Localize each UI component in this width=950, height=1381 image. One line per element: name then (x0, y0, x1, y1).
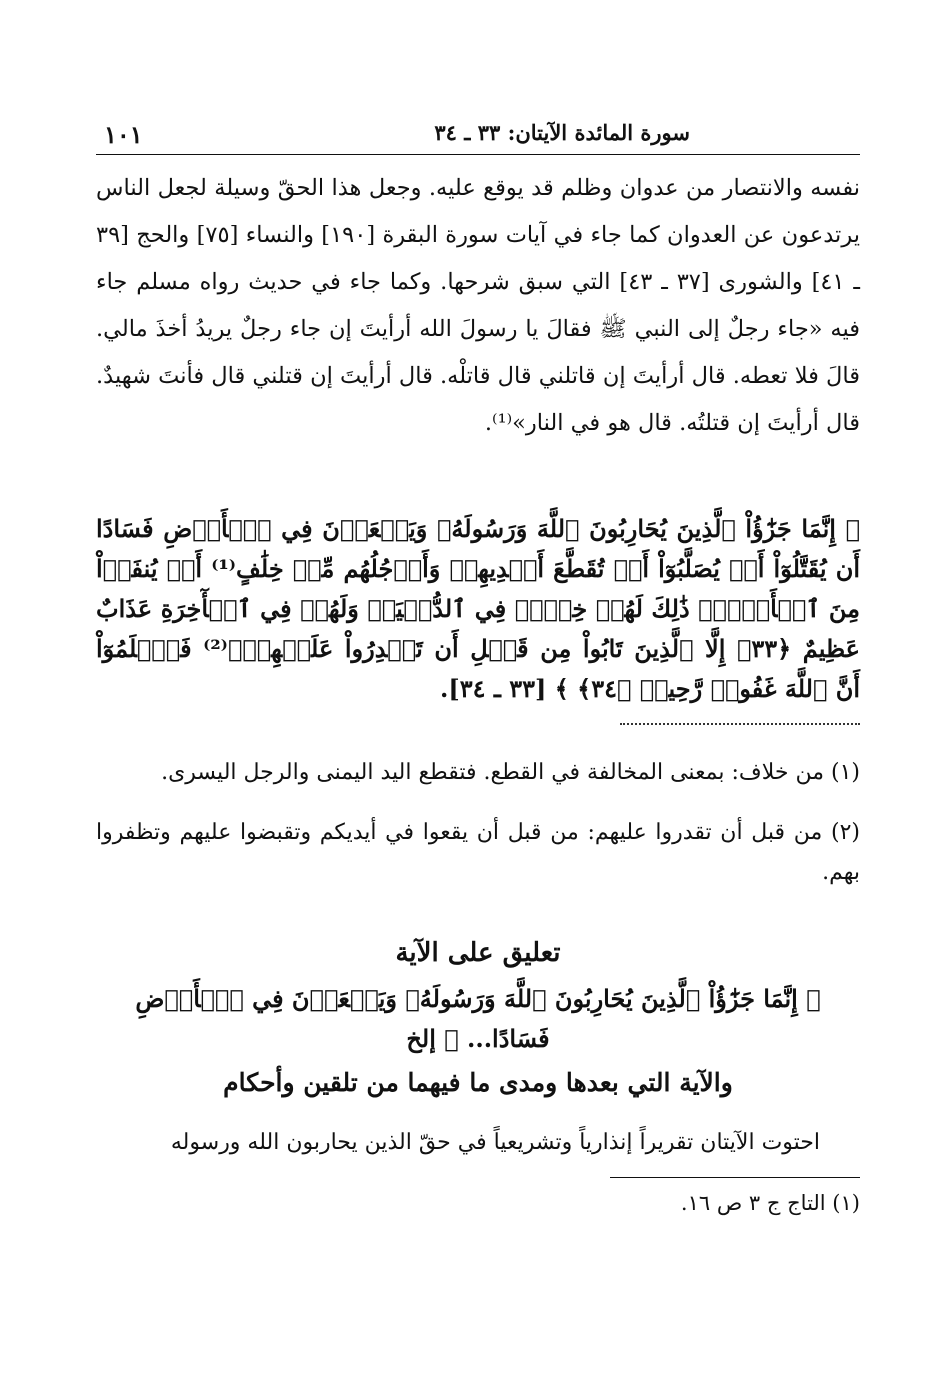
closing-paragraph: احتوت الآيتان تقريراً إنذارياً وتشريعياً في حقّ الذين يحاربون الله ورسوله (170, 1130, 820, 1155)
page-number: ١٠١ (104, 120, 143, 149)
book-page (96, 110, 860, 1220)
footnote-divider (610, 1177, 860, 1178)
dotted-separator (620, 723, 860, 725)
section-verse: ﴿ إِنَّمَا جَزَٰٓؤُاْ ٱلَّذِينَ يُحَارِبُونَ ٱللَّهَ وَرَسُولَهُۥ وَيَسۡعَوۡنَ فِي ٱلۡأَرۡضِ فَسَادًا... ﴾ إلخ (135, 984, 821, 1053)
verse-note-2: (٢) من قبل أن تقدروا عليهم: من قبل أن يقعوا في أيديكم وتقبضوا عليهم وتظفروا بهم. (96, 820, 860, 885)
running-title: سورة المائدة الآيتان: ٣٣ ـ ٣٤ (434, 120, 690, 145)
footnote: (١) التاج ج ٣ ص ١٦. (680, 1191, 860, 1215)
section-subtitle: والآية التي بعدها ومدى ما فيهما من تلقين وأحكام (223, 1068, 733, 1097)
page-header (96, 110, 860, 155)
quran-verse-block: ﴿ إِنَّمَا جَزَٰٓؤُاْ ٱلَّذِينَ يُحَارِبُونَ ٱللَّهَ وَرَسُولَهُۥ وَيَسۡعَوۡنَ فِي ٱلۡأَرۡضِ فَسَادًا أَن يُقَتَّلُوٓاْ أَوۡ يُصَلَّبُوٓاْ أَوۡ تُقَطَّعَ أَيۡدِيهِمۡ وَأَرۡجُلُهُم مِّنۡ خِلَٰفٍ⁽¹⁾ أَوۡ يُنفَوۡاْ مِنَ ٱلۡأَرۡضِۚ ذَٰلِكَ لَهُمۡ خِزۡيٞ فِي ٱلدُّنۡيَاۖ وَلَهُمۡ فِي ٱلۡأٓخِرَةِ عَذَابٌ عَظِيمٌ ﴿٣٣﴾ إِلَّا ٱلَّذِينَ تَابُواْ مِن قَبۡلِ أَن تَقۡدِرُواْ عَلَيۡهِمۡۖ⁽²⁾ فَٱعۡلَمُوٓاْ أَنَّ ٱللَّهَ غَفُورٞ رَّحِيمٞ ﴿٣٤﴾ ﴾ [٣٣ ـ ٣٤]. (96, 514, 861, 703)
section-title: تعليق على الآية (395, 938, 561, 968)
body-paragraph: نفسه والانتصار من عدوان وظلم قد يوقع عليه. وجعل هذا الحقّ وسيلة لجعل الناس يرتدعون عن العدوان كما جاء في آيات سورة البقرة [١٩٠] والنساء [٧٥] والحج [٣٩ ـ ٤١] والشورى [٣٧ ـ ٤٣] التي سبق شرحها. وكما جاء في حديث رواه مسلم جاء فيه «جاء رجلٌ إلى النبي ﷺ فقالَ يا رسولَ الله أرأيتَ إن جاء رجلٌ يريدُ أخذَ مالي. قالَ فلا تعطه. قال أرأيتَ إن قاتلني قال قاتلْه. قال أرأيتَ إن قتلني قال فأنتَ شهيدٌ. قال أرأيتَ إن قتلتُه. قال هو في النار»⁽¹⁾. (96, 175, 860, 436)
verse-note-1: (١) من خلاف: بمعنى المخالفة في القطع. فتقطع اليد اليمنى والرجل اليسرى. (161, 760, 860, 785)
